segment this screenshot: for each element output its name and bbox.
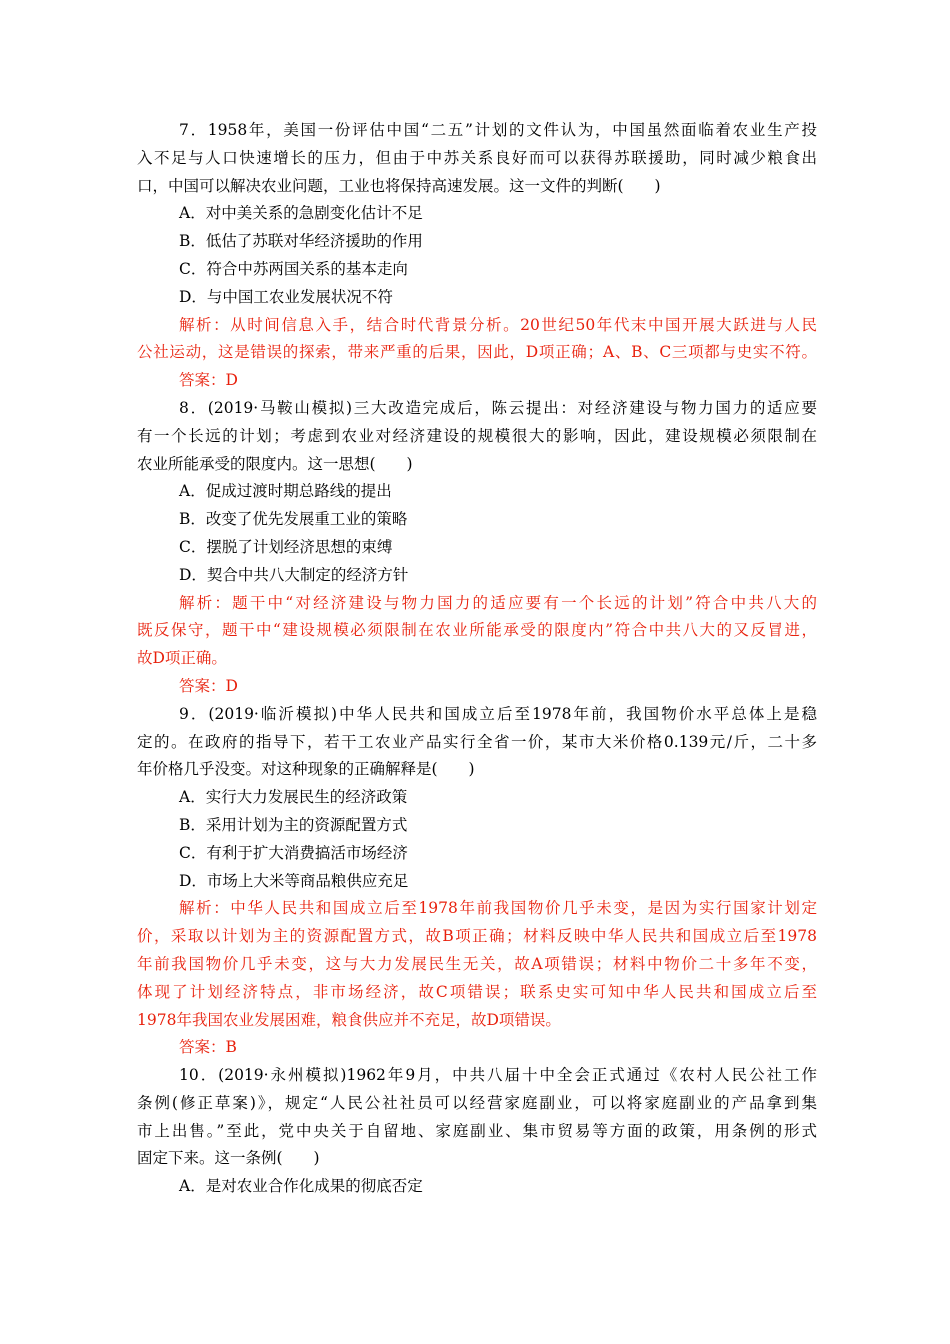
question-stem-line: 入不足与人口快速增长的压力，但由于中苏关系良好而可以获得苏联援助，同时减少粮食出: [137, 148, 817, 167]
question-9: [137, 701, 817, 1062]
question-stem-line: 市上出售。”至此，党中央关于自留地、家庭副业、集市贸易等方面的政策，用条例的形式: [137, 1121, 817, 1140]
analysis-line: 体现了计划经济特点，非市场经济，故C项错误；联系史实可知中华人民共和国成立后至: [137, 982, 817, 1001]
answer: 答案：B: [179, 1038, 237, 1057]
option-a: A．实行大力发展民生的经济政策: [179, 788, 408, 807]
question-10: [137, 1062, 817, 1201]
option-d: D．与中国工农业发展状况不符: [179, 287, 393, 306]
option-a: A．是对农业合作化成果的彻底否定: [179, 1177, 423, 1196]
analysis-line: 解析：中华人民共和国成立后至1978年前我国物价几乎未变，是因为实行国家计划定: [179, 899, 817, 918]
option-a: A．对中美关系的急剧变化估计不足: [179, 204, 423, 223]
question-stem-line: 口，中国可以解决农业问题，工业也将保持高速发展。这一文件的判断( ): [137, 176, 661, 195]
exam-page: [137, 117, 817, 1201]
option-b: B．低估了苏联对华经济援助的作用: [179, 232, 423, 251]
analysis-line: 既反保守，题干中“建设规模必须限制在农业所能承受的限度内”符合中共八大的又反冒进，: [137, 621, 817, 640]
question-stem-line: 8．(2019·马鞍山模拟)三大改造完成后，陈云提出：对经济建设与物力国力的适应要: [179, 398, 817, 417]
question-stem-line: 有一个长远的计划；考虑到农业对经济建设的规模很大的影响，因此，建设规模必须限制在: [137, 426, 817, 445]
question-stem-line: 7．1958年，美国一份评估中国“二五”计划的文件认为，中国虽然面临着农业生产投: [179, 121, 817, 139]
analysis-line: 年前我国物价几乎未变，这与大力发展民生无关，故A项错误；材料中物价二十多年不变，: [137, 954, 817, 973]
question-stem-line: 10．(2019·永州模拟)1962年9月，中共八届十中全会正式通过《农村人民公社工作: [179, 1066, 817, 1085]
analysis-line: 价，采取以计划为主的资源配置方式，故B项正确；材料反映中华人民共和国成立后至1978: [137, 927, 817, 946]
option-b: B．采用计划为主的资源配置方式: [179, 815, 408, 834]
question-stem-line: 条例(修正草案)》，规定“人民公社社员可以经营家庭副业，可以将家庭副业的产品拿到集: [137, 1093, 817, 1112]
question-stem-line: 农业所能承受的限度内。这一思想( ): [137, 454, 413, 473]
option-c: C．摆脱了计划经济思想的束缚: [179, 537, 393, 556]
question-7: [137, 117, 817, 395]
question-stem-line: 定的。在政府的指导下，若干工农业产品实行全省一价，某市大米价格0.139元/斤，二十多: [137, 732, 817, 751]
analysis-line: 解析：从时间信息入手，结合时代背景分析。20世纪50年代末中国开展大跃进与人民: [179, 315, 817, 334]
option-a: A．促成过渡时期总路线的提出: [179, 482, 392, 501]
option-c: C．有利于扩大消费搞活市场经济: [179, 843, 408, 862]
analysis-line: 故D项正确。: [137, 649, 227, 668]
option-c: C．符合中苏两国关系的基本走向: [179, 259, 408, 278]
option-d: D．市场上大米等商品粮供应充足: [179, 871, 409, 890]
analysis-line: 1978年我国农业发展困难，粮食供应并不充足，故D项错误。: [137, 1010, 561, 1029]
answer: 答案：D: [179, 371, 238, 390]
option-b: B．改变了优先发展重工业的策略: [179, 510, 408, 529]
analysis-line: 公社运动，这是错误的探索，带来严重的后果，因此，D项正确；A、B、C三项都与史实不符。: [137, 343, 817, 362]
question-stem-line: 年价格几乎没变。对这种现象的正确解释是( ): [137, 760, 475, 779]
question-stem-line: 固定下来。这一条例( ): [137, 1149, 320, 1168]
analysis-line: 解析：题干中“对经济建设与物力国力的适应要有一个长远的计划”符合中共八大的: [179, 593, 817, 612]
answer: 答案：D: [179, 676, 238, 695]
question-stem-line: 9．(2019·临沂模拟)中华人民共和国成立后至1978年前，我国物价水平总体上是稳: [179, 704, 817, 723]
option-d: D．契合中共八大制定的经济方针: [179, 565, 409, 584]
question-8: [137, 395, 817, 701]
